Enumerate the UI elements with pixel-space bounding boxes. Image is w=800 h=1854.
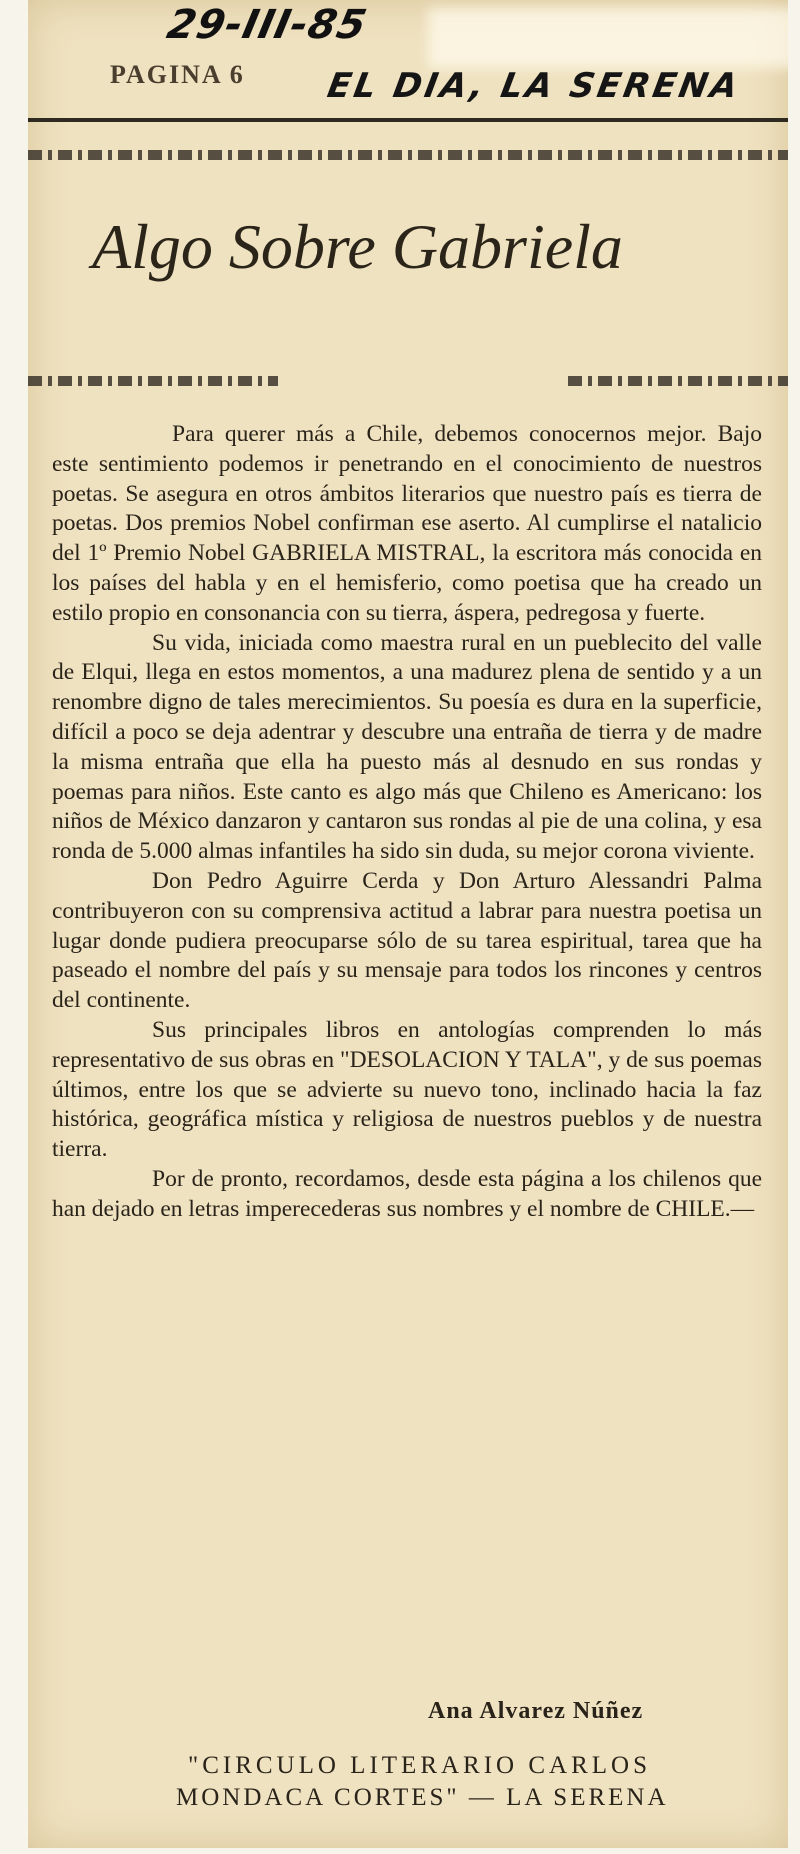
ornament-rule-right xyxy=(568,376,788,386)
paper-stain xyxy=(428,8,788,68)
paragraph: Su vida, iniciada como maestra rural en un pueblecito del valle de Elqui, llega en estos momentos, a una madurez plena de sentido y a un renombre digno de tales merecimientos. Su poesía es dura en la superficie, difícil a poco se deja adentrar y descubre una entraña de tierra y de madre la misma entraña que ella ha puesto más al desnudo en sus rondas y poemas para niños. Este canto es algo más que Chileno es Americano: los niños de México danzaron y cantaron sus rondas al pie de una colina, y esa ronda de 5.000 almas infantiles ha sido sin duda, su mejor corona viviente. xyxy=(52,629,762,865)
header-rule xyxy=(28,118,788,122)
ornament-rule-top xyxy=(28,150,788,160)
ornament-rule-left xyxy=(28,376,278,386)
paragraph: Para querer más a Chile, debemos conocernos mejor. Bajo este sentimiento podemos ir penetrando en el conocimiento de nuestros poetas. Se asegura en otros ámbitos literarios que nuestro país es tierra de poetas. Dos premios Nobel confirman ese aserto. Al cumplirse el natalicio del 1º Premio Nobel GABRIELA MISTRAL, la escritora más conocida en los países del habla y en el hemisferio, como poetisa que ha creado un estilo propio en consonancia con su tierra, áspera, pedregosa y fuerte. xyxy=(52,421,762,626)
literary-circle-line-2: MONDACA CORTES" — LA SERENA xyxy=(176,1784,669,1811)
article-body xyxy=(52,420,762,1225)
newspaper-clipping xyxy=(28,0,788,1848)
page-label: PAGINA 6 xyxy=(110,60,245,89)
paragraph: Por de pronto, recordamos, desde esta página a los chilenos que han dejado en letras imperecederas sus nombres y el nombre de CHILE.— xyxy=(52,1165,762,1222)
paragraph: Sus principales libros en antologías comprenden lo más representativo de sus obras en "DESOLACION Y TALA", y de sus poemas últimos, entre los que se advierte su nuevo tono, inclinado hacia la faz histórica, geográfica mística y religiosa de nuestros pueblos y de nuestra tierra. xyxy=(52,1016,762,1163)
handwritten-date: 29-III-85 xyxy=(163,2,372,48)
literary-circle-line-1: "CIRCULO LITERARIO CARLOS xyxy=(188,1752,651,1779)
article-title: Algo Sobre Gabriela xyxy=(92,211,623,282)
handwritten-source: EL DIA, LA SERENA xyxy=(324,66,744,106)
author-signature: Ana Alvarez Núñez xyxy=(428,1698,644,1724)
paragraph: Don Pedro Aguirre Cerda y Don Arturo Alessandri Palma contribuyeron con su comprensiva actitud a labrar para nuestra poetisa un lugar donde pudiera preocuparse sólo de su tarea espiritual, tarea que ha paseado el nombre del país y su mensaje para todos los rincones y centros del continente. xyxy=(52,867,762,1014)
